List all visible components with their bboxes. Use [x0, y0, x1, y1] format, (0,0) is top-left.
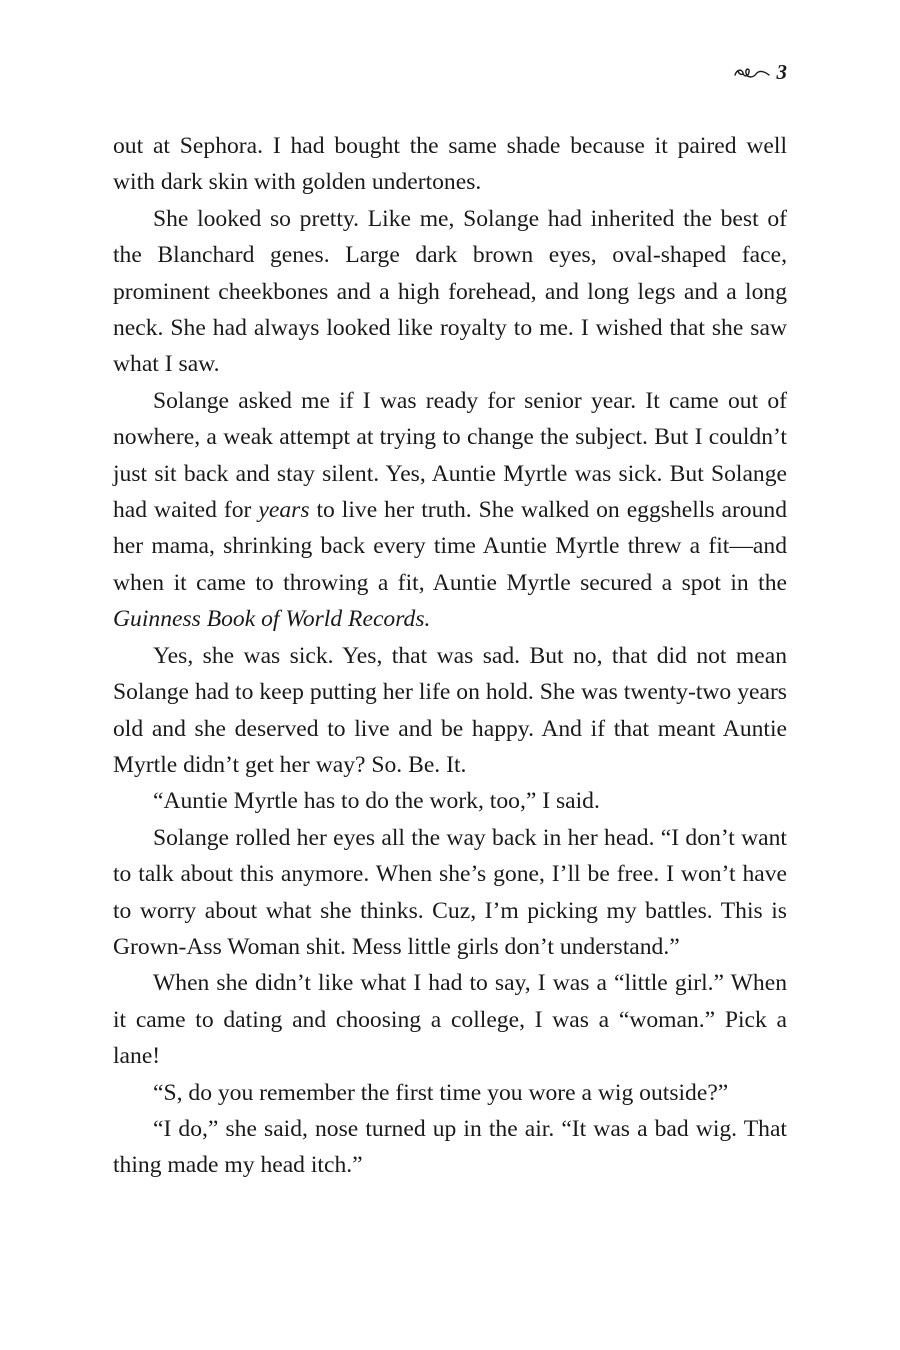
- paragraph-text: to live her truth. She walked on eggshells around her mama, shrinking back every time Auntie Myrtle threw a fit—and when it came to throwing a fit, Auntie Myrtle secured a spot in the: [113, 497, 787, 596]
- paragraph: [113, 383, 787, 638]
- paragraph: “I do,” she said, nose turned up in the air. “It was a bad wig. That thing made my head itch.”: [113, 1115, 787, 1179]
- paragraph: When she didn’t like what I had to say, I was a “little girl.” When it came to dating and choosing a college, I was a “woman.” Pick a lane!: [113, 970, 787, 1070]
- paragraph-text: Solange asked me if I was ready for senior year. It came out of nowhere, a weak attempt at trying to change the subject. But I couldn’t just sit back and stay silent. Yes, Auntie Myrtle was sick. But Solange had waited for: [113, 387, 787, 524]
- page-header: [733, 62, 788, 83]
- paragraph: Yes, she was sick. Yes, that was sad. But no, that did not mean Solange had to keep putting her life on hold. She was twenty-two years old and she deserved to live and be happy. And if that meant Auntie Myrtle didn’t get her way? So. Be. It.: [113, 642, 787, 778]
- page-number: 3: [776, 60, 787, 84]
- paragraph: Solange rolled her eyes all the way back in her head. “I don’t want to talk about this anymore. When she’s gone, I’ll be free. I won’t have to worry about what she thinks. Cuz, I’m picking my battles. This is Grown-Ass Woman shit. Mess little girls don’t understand.”: [113, 824, 787, 960]
- swash-ornament-icon: [733, 65, 771, 81]
- paragraph: “Auntie Myrtle has to do the work, too,” I said.: [153, 788, 600, 815]
- emphasis-text: years: [258, 497, 310, 524]
- paragraph: out at Sephora. I had bought the same shade because it paired well with dark skin with golden undertones.: [113, 133, 787, 196]
- paragraph: “S, do you remember the first time you wore a wig outside?”: [153, 1079, 729, 1106]
- paragraph: She looked so pretty. Like me, Solange had inherited the best of the Blanchard genes. Large dark brown eyes, oval-shaped face, prominent cheekbones and a high forehead, and long legs and a long neck. She had always looked like royalty to me. I wished that she saw what I saw.: [113, 205, 787, 378]
- body-text: [113, 128, 787, 1184]
- book-title: Guinness Book of World Records.: [113, 606, 431, 633]
